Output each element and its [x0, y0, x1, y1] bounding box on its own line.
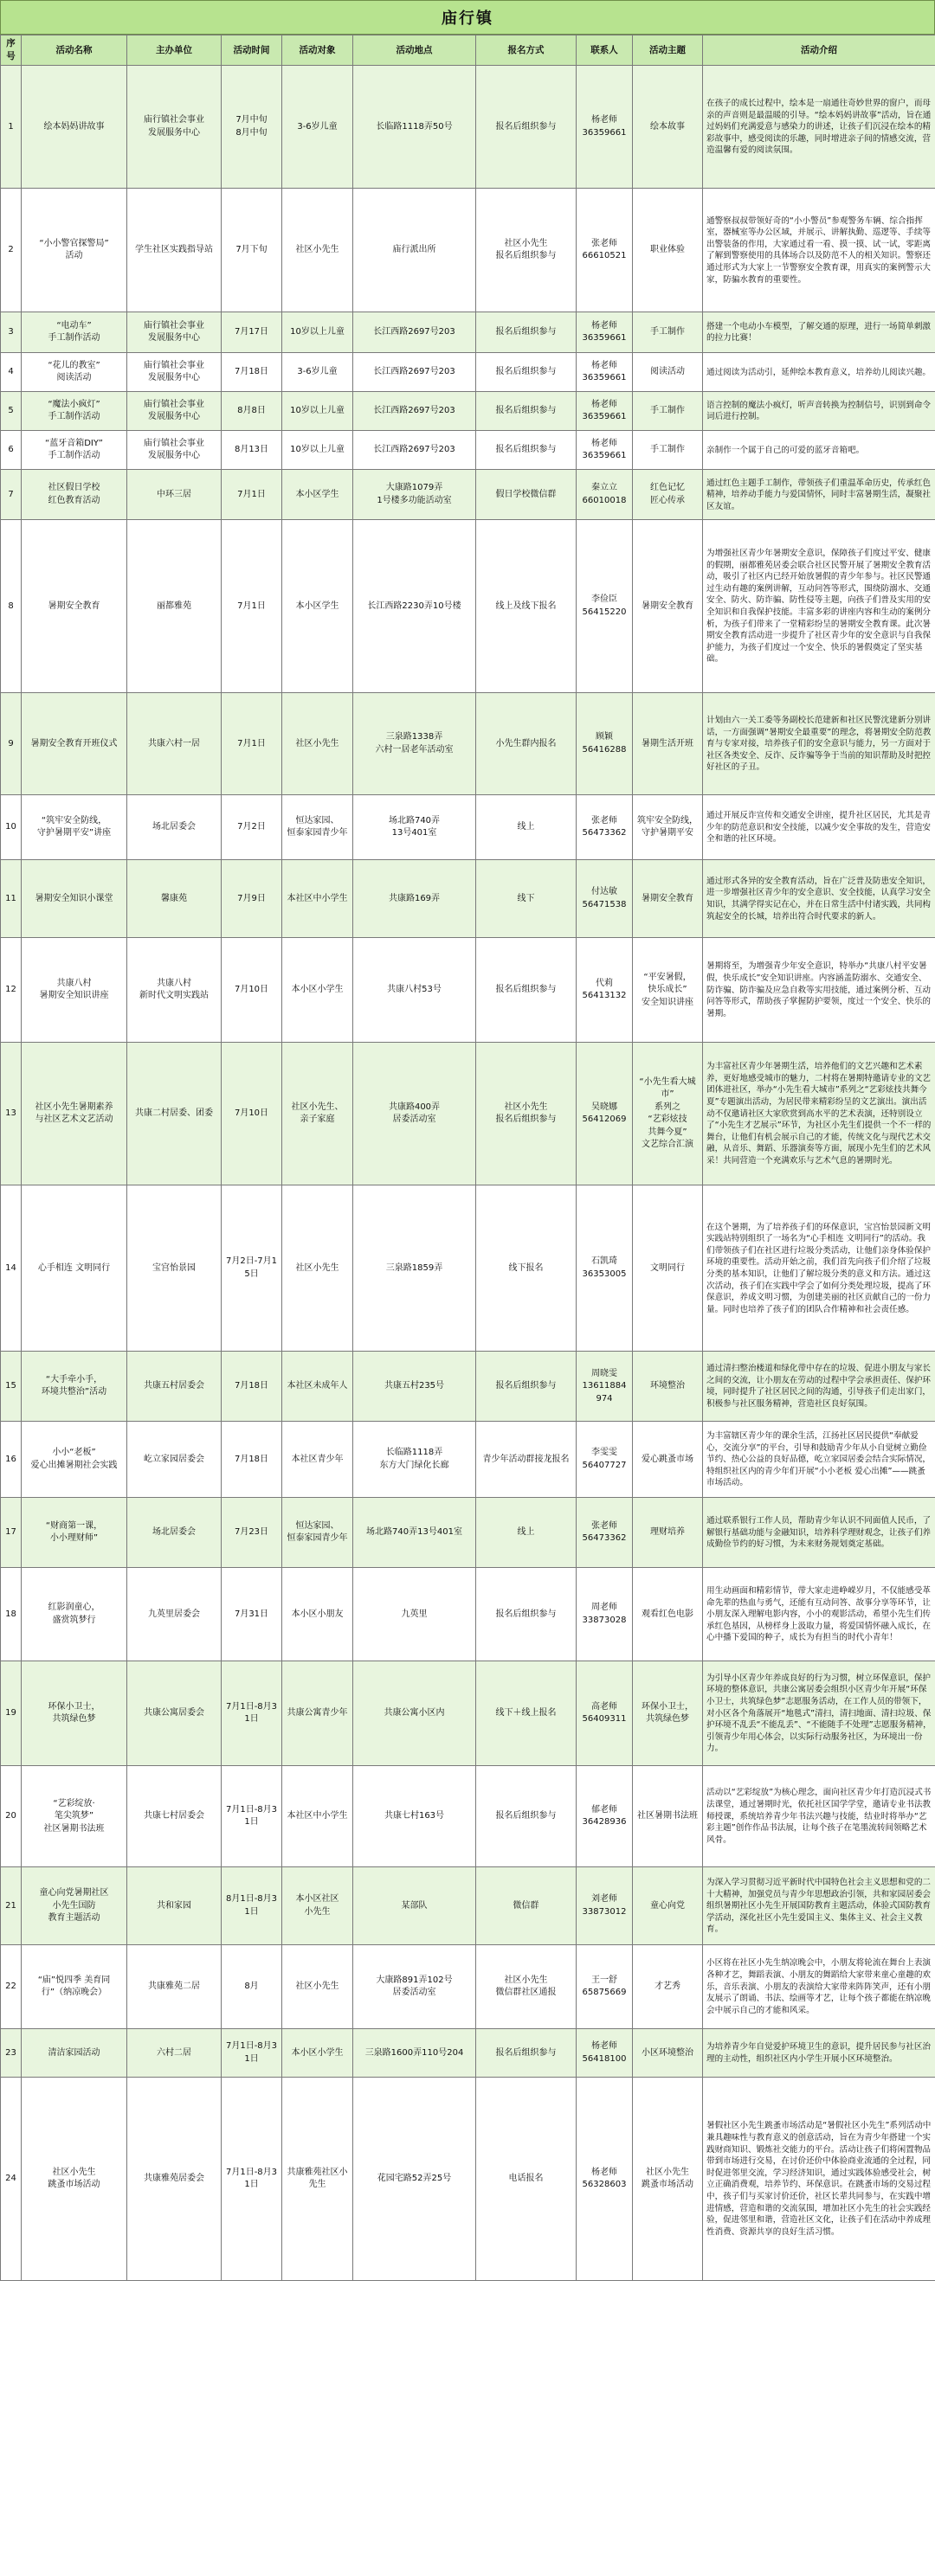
cell-org: 宝宫怡景园 [127, 1185, 222, 1352]
cell-signup: 报名后组织参与 [476, 312, 577, 353]
cell-intro: 计划由六一关工委等务副校长范建新和社区民警沈建新分别讲话，一方面强调“暑期安全最重要”的理念，将暑期安全防范教育与专家对接，培养孩子们的安全意识与能力，另一方面对于社区各类安全、反诈、反诈骗等争于当前的知识帮助及时把控好社区的子丑。 [703, 693, 935, 795]
cell-theme: 环境整治 [633, 1352, 703, 1422]
cell-name: “庙”悦四季 美育同 行”（纳凉晚会） [22, 1945, 127, 2029]
cell-time: 7月10日 [222, 938, 282, 1043]
cell-place: 三泉路1600弄110号204 [353, 2029, 476, 2078]
cell-name: 童心向党暑期社区 小先生国防 教育主题活动 [22, 1867, 127, 1945]
cell-place: 九英里 [353, 1568, 476, 1661]
cell-theme: “平安暑假， 快乐成长” 安全知识讲座 [633, 938, 703, 1043]
cell-time: 7月2日 [222, 795, 282, 860]
table-row [1, 860, 935, 938]
cell-signup: 电话报名 [476, 2078, 577, 2281]
cell-theme: 理财培养 [633, 1498, 703, 1568]
cell-intro: 在孩子的成长过程中，绘本是一扇通往奇妙世界的窗户，而母亲的声音则是最温暖的引导。“绘本妈妈讲故事”活动，旨在通过妈妈们充满爱意与感染力的讲述，让孩子们沉浸在绘本的精彩故事中，感受阅读的乐趣，同时增进亲子间的情感交流，营造温馨有爱的阅读氛围。 [703, 66, 935, 189]
table-row [1, 1352, 935, 1422]
cell-name: 社区小先生 跳蚤市场活动 [22, 2078, 127, 2281]
cell-name: “大手牵小手， 环境共整治”活动 [22, 1352, 127, 1422]
cell-time: 7月1日-8月31日 [222, 1661, 282, 1766]
cell-place: 大康路891弄102号 居委活动室 [353, 1945, 476, 2029]
cell-no: 2 [1, 189, 22, 312]
cell-org: 共和家园 [127, 1867, 222, 1945]
cell-org: 庙行镇社会事业 发展服务中心 [127, 312, 222, 353]
cell-time: 7月23日 [222, 1498, 282, 1568]
cell-name: 小小“老板” 爱心出摊暑期社会实践 [22, 1422, 127, 1498]
cell-signup: 微信群 [476, 1867, 577, 1945]
cell-place: 长江西路2697号203 [353, 312, 476, 353]
cell-intro: 暑假社区小先生跳蚤市场活动是“暑假社区小先生”系列活动中兼具趣味性与教育意义的创意活动，旨在为青少年搭建一个实践财商知识、锻炼社交能力的平台。活动让孩子们将闲置物品带到市场进行交易，在讨价还价中体验商业流通的全过程，同时促进邻里交流，学习经济知识，通过实践体验感受社会，树立正确消费观，培养节约、环保意识。在跳蚤市场的交易过程中，孩子们与买家讨价还价，社区长辈共同参与，在实践中增进情感，营造和谐的交流氛围，增加社区小先生的社会实践经验，促进邻里和谐，营造社区文化，让孩子们在活动中养成理性消费、资源共享的良好生活习惯。 [703, 2078, 935, 2281]
cell-org: 馨康苑 [127, 860, 222, 938]
table-row [1, 312, 935, 353]
cell-time: 7月18日 [222, 353, 282, 392]
cell-signup: 社区小先生 报名后组织参与 [476, 189, 577, 312]
cell-no: 21 [1, 1867, 22, 1945]
header-name: 活动名称 [22, 35, 127, 66]
cell-signup: 报名后组织参与 [476, 431, 577, 470]
cell-contact: 杨老师 36359661 [577, 312, 633, 353]
cell-org: 共康公寓居委会 [127, 1661, 222, 1766]
cell-name: “筑牢安全防线， 守护暑期平安”讲座 [22, 795, 127, 860]
cell-time: 7月31日 [222, 1568, 282, 1661]
cell-name: 社区小先生暑期素养 与社区艺术文艺活动 [22, 1043, 127, 1185]
cell-place: 长江西路2697号203 [353, 431, 476, 470]
cell-contact: 杨老师 36359661 [577, 353, 633, 392]
cell-contact: 杨老师 36359661 [577, 431, 633, 470]
cell-org: 共康六村一居 [127, 693, 222, 795]
cell-signup: 报名后组织参与 [476, 66, 577, 189]
cell-no: 15 [1, 1352, 22, 1422]
cell-theme: 文明同行 [633, 1185, 703, 1352]
cell-place: 某部队 [353, 1867, 476, 1945]
cell-name: 暑期安全教育 [22, 520, 127, 693]
header-signup: 报名方式 [476, 35, 577, 66]
cell-time: 8月8日 [222, 392, 282, 431]
cell-target: 本小区学生 [282, 470, 353, 520]
cell-contact: 张老师 56473362 [577, 795, 633, 860]
table-header-row [1, 35, 935, 66]
cell-theme: 小区环境整治 [633, 2029, 703, 2078]
cell-target: 共康公寓青少年 [282, 1661, 353, 1766]
cell-org: 庙行镇社会事业 发展服务中心 [127, 392, 222, 431]
cell-contact: 李雯雯 56407727 [577, 1422, 633, 1498]
cell-contact: 杨老师 56328603 [577, 2078, 633, 2281]
cell-signup: 线上 [476, 1498, 577, 1568]
cell-theme: 暑期安全教育 [633, 520, 703, 693]
cell-place: 场北路740弄 13号401室 [353, 795, 476, 860]
cell-theme: 社区小先生 跳蚤市场活动 [633, 2078, 703, 2281]
cell-signup: 线下报名 [476, 1185, 577, 1352]
cell-place: 共康路400弄 居委活动室 [353, 1043, 476, 1185]
table-row [1, 1498, 935, 1568]
cell-no: 23 [1, 2029, 22, 2078]
table-row [1, 520, 935, 693]
cell-target: 3-6岁儿童 [282, 66, 353, 189]
cell-target: 本小区社区 小先生 [282, 1867, 353, 1945]
cell-place: 庙行派出所 [353, 189, 476, 312]
cell-theme: 童心向党 [633, 1867, 703, 1945]
cell-target: 恒达家园、 恒泰家园青少年 [282, 795, 353, 860]
cell-theme: 社区暑期书法班 [633, 1766, 703, 1867]
table-body [1, 66, 935, 2281]
cell-name: “蓝牙音箱DIY” 手工制作活动 [22, 431, 127, 470]
cell-contact: 顾颖 56416288 [577, 693, 633, 795]
table-row [1, 938, 935, 1043]
cell-time: 7月下旬 [222, 189, 282, 312]
cell-org: 庙行镇社会事业 发展服务中心 [127, 66, 222, 189]
cell-time: 7月17日 [222, 312, 282, 353]
cell-no: 3 [1, 312, 22, 353]
cell-org: 学生社区实践指导站 [127, 189, 222, 312]
cell-no: 10 [1, 795, 22, 860]
cell-theme: 阅读活动 [633, 353, 703, 392]
cell-time: 7月1日-8月31日 [222, 2078, 282, 2281]
table-row [1, 66, 935, 189]
cell-org: 屹立家园居委会 [127, 1422, 222, 1498]
cell-place: 共康八村53号 [353, 938, 476, 1043]
cell-place: 三泉路1859弄 [353, 1185, 476, 1352]
table-row [1, 1945, 935, 2029]
cell-no: 20 [1, 1766, 22, 1867]
cell-target: 社区小先生 [282, 189, 353, 312]
cell-signup: 报名后组织参与 [476, 1766, 577, 1867]
header-time: 活动时间 [222, 35, 282, 66]
header-place: 活动地点 [353, 35, 476, 66]
cell-place: 三泉路1338弄 六村一居老年活动室 [353, 693, 476, 795]
cell-intro: 搭建一个电动小车模型，了解交通的原理，进行一场简单刺激的拉力比赛！ [703, 312, 935, 353]
cell-intro: 为培养青少年自觉爱护环境卫生的意识，提升居民参与社区治理的主动性，组织社区内小学生开展小区环境整治。 [703, 2029, 935, 2078]
cell-target: 共康雅苑社区小 先生 [282, 2078, 353, 2281]
cell-theme: 才艺秀 [633, 1945, 703, 2029]
cell-contact: 李俭臣 56415220 [577, 520, 633, 693]
cell-place: 长江西路2697号203 [353, 353, 476, 392]
cell-theme: 筑牢安全防线， 守护暑期平安 [633, 795, 703, 860]
cell-org: 共康七村居委会 [127, 1766, 222, 1867]
cell-theme: 爱心跳蚤市场 [633, 1422, 703, 1498]
cell-signup: 青少年活动群接龙报名 [476, 1422, 577, 1498]
cell-place: 长江西路2697号203 [353, 392, 476, 431]
cell-signup: 线下 [476, 860, 577, 938]
cell-signup: 社区小先生 微信群社区通报 [476, 1945, 577, 2029]
cell-theme: 职业体验 [633, 189, 703, 312]
cell-name: “电动车” 手工制作活动 [22, 312, 127, 353]
cell-intro: 为深入学习贯彻习近平新时代中国特色社会主义思想和党的二十大精神，加强党员与青少年思想政治引领，共和家园居委会组织暑期社区小先生开展国防教育主题活动，体验式国防教育学活动，深化社区小先生爱国主义、集体主义、社会主义教育。 [703, 1867, 935, 1945]
cell-target: 10岁以上儿童 [282, 392, 353, 431]
table-row [1, 1185, 935, 1352]
cell-contact: 杨老师 36359661 [577, 66, 633, 189]
cell-place: 共康五村235号 [353, 1352, 476, 1422]
cell-time: 7月18日 [222, 1422, 282, 1498]
cell-name: “财商第一课， 小小理财师” [22, 1498, 127, 1568]
cell-place: 花园宅路52弄25号 [353, 2078, 476, 2281]
cell-name: 暑期安全知识小课堂 [22, 860, 127, 938]
table-row [1, 353, 935, 392]
cell-target: 本小区小朋友 [282, 1568, 353, 1661]
cell-intro: 通警察叔叔带领好奇的“小小警员”参观警务车辆、综合指挥室，器械室等办公区域，并展示、讲解执勤、巡逻等、手续等出警装备的作用，大家通过看一看、摸一摸、试一试，零距离了解到警察使用的具体场合以及防范不人的相关知识。警察还通过形式为大家上一节警察安全教育课，用真实的案例警示大家，防骗水教育的重要性。 [703, 189, 935, 312]
cell-name: 绘本妈妈讲故事 [22, 66, 127, 189]
cell-target: 本社区中小学生 [282, 1766, 353, 1867]
cell-intro: 为丰富辖区青少年的课余生活，江扬社区居民提供“奉献爱心，交流分享”的平台，引导和鼓励青少年从小自觉树立勤俭节约、热心公益的良好品德，屹立家园居委会结合实际情况，特组织社区内的青少年们开展“小小老板 爱心出摊”——跳蚤市场活动。 [703, 1422, 935, 1498]
cell-intro: 为丰富社区青少年暑期生活，培养他们的文艺兴趣和艺术素养，更好地感受城市的魅力，二村将在暑期特邀请专业的文艺团体进社区，举办“小先生看大城市”系列之“艺彩炫技共舞今夏”专题演出活动，为居民带来精彩纷呈的文艺演出。演出活动不仅邀请社区大家欣赏到高水平的艺术表演，还特别设立了“小先生才艺展示”环节，为社区小先生们提供一个不一样的舞台，让他们有机会展示自己的才能，传统文化与现代艺术交融，从音乐、舞蹈、乐器演奏等方面，展现小先生们的艺术风采！共同营造一个充满欢乐与艺术气息的暑期时光。 [703, 1043, 935, 1185]
cell-intro: 小区将在社区小先生纳凉晚会中，小朋友将轮流在舞台上表演各种才艺，舞蹈表演、小朋友的舞蹈给大家带来童心童趣的欢乐，音乐表演、小朋友的表演给大家带来阵阵笑声，还有小朋友展示了朗诵、书法、绘画等才艺，让每个孩子都能在纳凉晚会中展示自己的才能和风采。 [703, 1945, 935, 2029]
cell-no: 4 [1, 353, 22, 392]
cell-no: 11 [1, 860, 22, 938]
cell-signup: 小先生群内报名 [476, 693, 577, 795]
cell-contact: 周晓雯 13611884974 [577, 1352, 633, 1422]
table-row [1, 1661, 935, 1766]
cell-no: 22 [1, 1945, 22, 2029]
header-org: 主办单位 [127, 35, 222, 66]
cell-theme: 环保小卫士， 共筑绿色梦 [633, 1661, 703, 1766]
cell-target: 10岁以上儿童 [282, 431, 353, 470]
cell-org: 场北居委会 [127, 1498, 222, 1568]
cell-intro: 通过开展反诈宣传和交通安全讲座，提升社区居民，尤其是青少年的防范意识和安全技能，以减少安全事故的发生，营造安全和谐的社区环境。 [703, 795, 935, 860]
cell-theme: 手工制作 [633, 312, 703, 353]
cell-target: 社区小先生 [282, 1945, 353, 2029]
cell-no: 13 [1, 1043, 22, 1185]
cell-org: 场北居委会 [127, 795, 222, 860]
cell-no: 24 [1, 2078, 22, 2281]
cell-org: 九英里居委会 [127, 1568, 222, 1661]
cell-signup: 报名后组织参与 [476, 1352, 577, 1422]
cell-no: 14 [1, 1185, 22, 1352]
cell-target: 本小区小学生 [282, 2029, 353, 2078]
cell-contact: 付达敏 56471538 [577, 860, 633, 938]
cell-signup: 报名后组织参与 [476, 1568, 577, 1661]
cell-no: 9 [1, 693, 22, 795]
cell-target: 社区小先生 [282, 1185, 353, 1352]
cell-contact: 王一舒 65875669 [577, 1945, 633, 2029]
cell-theme: 红色记忆 匠心传承 [633, 470, 703, 520]
cell-theme: 暑期安全教育 [633, 860, 703, 938]
table-row [1, 189, 935, 312]
cell-intro: 语言控制的魔法小疯灯，听声音转换为控制信号，识别到命令词后进行控制。 [703, 392, 935, 431]
cell-target: 本小区学生 [282, 520, 353, 693]
table-row [1, 1568, 935, 1661]
cell-no: 1 [1, 66, 22, 189]
cell-place: 大康路1079弄 1号楼多功能活动室 [353, 470, 476, 520]
cell-target: 3-6岁儿童 [282, 353, 353, 392]
table-row [1, 795, 935, 860]
cell-name: 心手相连 文明同行 [22, 1185, 127, 1352]
header-no: 序号 [1, 35, 22, 66]
cell-place: 共康七村163号 [353, 1766, 476, 1867]
cell-signup: 线下＋线上报名 [476, 1661, 577, 1766]
cell-contact: 张老师 66610521 [577, 189, 633, 312]
cell-time: 7月10日 [222, 1043, 282, 1185]
cell-contact: 郁老师 36428936 [577, 1766, 633, 1867]
cell-place: 长临路1118弄50号 [353, 66, 476, 189]
cell-time: 7月18日 [222, 1352, 282, 1422]
cell-theme: 手工制作 [633, 392, 703, 431]
table-row [1, 1043, 935, 1185]
cell-name: “花儿的教室” 阅读活动 [22, 353, 127, 392]
cell-intro: 通过红色主题手工制作，带领孩子们重温革命历史，传承红色精神，培养动手能力与爱国情怀，同时丰富暑期生活，凝聚社区友谊。 [703, 470, 935, 520]
cell-target: 本小区小学生 [282, 938, 353, 1043]
cell-no: 18 [1, 1568, 22, 1661]
cell-place: 长江西路2230弄10号楼 [353, 520, 476, 693]
cell-time: 7月1日-8月31日 [222, 1766, 282, 1867]
cell-no: 7 [1, 470, 22, 520]
cell-target: 本社区青少年 [282, 1422, 353, 1498]
cell-signup: 线上 [476, 795, 577, 860]
cell-no: 6 [1, 431, 22, 470]
cell-name: 社区假日学校 红色教育活动 [22, 470, 127, 520]
cell-time: 7月9日 [222, 860, 282, 938]
header-intro: 活动介绍 [703, 35, 935, 66]
cell-time: 7月中旬 8月中旬 [222, 66, 282, 189]
cell-contact: 张老师 56473362 [577, 1498, 633, 1568]
table-row [1, 693, 935, 795]
cell-time: 7月1日 [222, 693, 282, 795]
cell-signup: 假日学校微信群 [476, 470, 577, 520]
cell-target: 10岁以上儿童 [282, 312, 353, 353]
cell-name: 环保小卫士， 共筑绿色梦 [22, 1661, 127, 1766]
activities-table [0, 35, 935, 2281]
cell-intro: 为增强社区青少年暑期安全意识，保障孩子们度过平安、健康的假期，丽都雅苑居委会联合社区民警开展了暑期安全教育活动，吸引了社区内已经开始放暑假的青少年参与。社区民警通过生动有趣的案例讲解，互动问答等形式，围绕防溺水、交通安全、防火、防诈骗、防性侵等主题，向孩子们普及实用的安全知识和自我保护技能。丰富多彩的讲座内容和生动的案例分析，为孩子们带来了一堂精彩纷呈的暑期安全教育课。此次暑期安全教育活动进一步提升了社区青少年的安全意识与自我保护能力，为孩子们度过一个安全、快乐的暑假奠定了坚实基础。 [703, 520, 935, 693]
cell-theme: 绘本故事 [633, 66, 703, 189]
cell-intro: 通过阅读为活动引，延伸绘本教育意义，培养幼儿阅读兴趣。 [703, 353, 935, 392]
cell-intro: 用生动画面和精彩情节，带大家走进峥嵘岁月，不仅能感受革命先辈的热血与勇气，还能有互动问答、故事分享等环节，让小朋友深入理解电影内容，小小的观影活动，希望小先生们传承红色基因，从榜样身上汲取力量，将爱国情怀融入成长，在心中播下爱国的种子，成长为有担当的时代小青年！ [703, 1568, 935, 1661]
cell-place: 长临路1118弄 东方大门绿化长廊 [353, 1422, 476, 1498]
table-row [1, 1766, 935, 1867]
table-row [1, 2078, 935, 2281]
cell-time: 8月 [222, 1945, 282, 2029]
cell-org: 共康二村居委、团委 [127, 1043, 222, 1185]
cell-org: 中环三居 [127, 470, 222, 520]
cell-theme: 暑期生活开班 [633, 693, 703, 795]
header-contact: 联系人 [577, 35, 633, 66]
cell-intro: 为引导小区青少年养成良好的行为习惯，树立环保意识，保护环境的整体意识，共康公寓居委会组织小区青少年开展“环保小卫士，共筑绿色梦”志愿服务活动，在工作人员的带领下，对小区各个角落展开“地毯式”清扫，清扫地面、清扫垃圾、保护环境不乱丢“不能乱丢”、“不能随手不处理”志愿服务精神，引领青少年用心体会，以实际行动服务社区，为环境出一份力。 [703, 1661, 935, 1766]
table-row [1, 470, 935, 520]
cell-org: 共康雅苑二居 [127, 1945, 222, 2029]
cell-time: 7月1日 [222, 520, 282, 693]
cell-signup: 报名后组织参与 [476, 392, 577, 431]
cell-org: 共康八村 新时代文明实践站 [127, 938, 222, 1043]
cell-intro: 亲制作一个属于自己的可爱的蓝牙音箱吧。 [703, 431, 935, 470]
cell-target: 社区小先生、 亲子家庭 [282, 1043, 353, 1185]
cell-no: 19 [1, 1661, 22, 1766]
cell-contact: 刘老师 33873012 [577, 1867, 633, 1945]
cell-name: 清洁家园活动 [22, 2029, 127, 2078]
table-row [1, 392, 935, 431]
cell-theme: 手工制作 [633, 431, 703, 470]
cell-signup: 报名后组织参与 [476, 2029, 577, 2078]
cell-contact: 杨老师 36359661 [577, 392, 633, 431]
cell-name: 暑期安全教育开班仪式 [22, 693, 127, 795]
cell-org: 共康雅苑居委会 [127, 2078, 222, 2281]
cell-time: 8月1日-8月31日 [222, 1867, 282, 1945]
cell-time: 8月13日 [222, 431, 282, 470]
cell-intro: 在这个暑期，为了培养孩子们的环保意识，宝宫怡景园新文明实践站特别组织了一场名为“心手相连 文明同行”的活动。我们带领孩子们在社区进行垃圾分类活动，让他们亲身体验保护环境的重要性。活动开始之前，我们首先向孩子们介绍了垃圾分类的基本知识，让他们了解垃圾分类的意义和方法。通过这次活动，孩子们在实践中学会了如何分类处理垃圾，提高了环保意识，养成文明习惯，为创建美丽的社区贡献自己的一份力量。同时也培养了孩子们的团队合作精神和社会责任感。 [703, 1185, 935, 1352]
cell-intro: 暑期将至，为增强青少年安全意识，特举办“共康八村平安暑假，快乐成长”安全知识讲座。内容涵盖防溺水、交通安全、防诈骗、防诈骗及应急自救等实用技能，通过案例分析、互动问答等形式，帮助孩子掌握防护要领，度过一个安全、快乐的暑期。 [703, 938, 935, 1043]
cell-intro: 通过形式各异的安全教育活动，旨在广泛普及防患安全知识，进一步增强社区青少年的安全意识、安全技能，认真学习安全知识，其满学得实记在心，并在日常生活中付诸实践，共同构筑起安全的长城，培养出符合时代要求的新人。 [703, 860, 935, 938]
cell-org: 庙行镇社会事业 发展服务中心 [127, 431, 222, 470]
cell-org: 丽都雅苑 [127, 520, 222, 693]
cell-org: 庙行镇社会事业 发展服务中心 [127, 353, 222, 392]
cell-contact: 代莉 56413132 [577, 938, 633, 1043]
table-row [1, 1422, 935, 1498]
cell-theme: 观看红色电影 [633, 1568, 703, 1661]
cell-contact: 石凯琦 36353005 [577, 1185, 633, 1352]
cell-place: 共康路169弄 [353, 860, 476, 938]
cell-name: 共康八村 暑期安全知识讲座 [22, 938, 127, 1043]
cell-signup: 线上及线下报名 [476, 520, 577, 693]
cell-contact: 高老师 56409311 [577, 1661, 633, 1766]
cell-target: 本社区中小学生 [282, 860, 353, 938]
cell-theme: “小先生看大城市” 系列之 “艺彩炫技 共舞今夏” 文艺综合汇演 [633, 1043, 703, 1185]
cell-place: 场北路740弄13号401室 [353, 1498, 476, 1568]
cell-name: “小小警官探警局” 活动 [22, 189, 127, 312]
cell-org: 共康五村居委会 [127, 1352, 222, 1422]
cell-intro: 活动以“艺彩绽放”为核心理念，面向社区青少年打造沉浸式书法课堂，通过暑期时光，依托社区国学学堂，邀请专业书法教师授课，系统培养青少年书法兴趣与技能，结业时将举办“艺彩主题”创作作品书法展，让每个孩子在笔墨流转间领略艺术风骨。 [703, 1766, 935, 1867]
cell-time: 7月1日-8月31日 [222, 2029, 282, 2078]
header-target: 活动对象 [282, 35, 353, 66]
header-theme: 活动主题 [633, 35, 703, 66]
cell-org: 六村二居 [127, 2029, 222, 2078]
cell-contact: 杨老师 56418100 [577, 2029, 633, 2078]
cell-target: 恒达家园、 恒泰家园青少年 [282, 1498, 353, 1568]
cell-target: 本社区未成年人 [282, 1352, 353, 1422]
cell-contact: 秦立立 66010018 [577, 470, 633, 520]
table-row [1, 431, 935, 470]
cell-name: 红影润童心， 盛赏筑梦行 [22, 1568, 127, 1661]
cell-no: 16 [1, 1422, 22, 1498]
cell-signup: 报名后组织参与 [476, 938, 577, 1043]
table-row [1, 1867, 935, 1945]
table-row [1, 2029, 935, 2078]
cell-intro: 通过联系银行工作人员，帮助青少年认识不同面值人民币，了解银行基础功能与金融知识，培养科学理财观念，让孩子们养成勤俭节约的好习惯，为未来财务规划奠定基础。 [703, 1498, 935, 1568]
cell-contact: 吴晓娜 56412069 [577, 1043, 633, 1185]
cell-signup: 社区小先生 报名后组织参与 [476, 1043, 577, 1185]
cell-name: “魔法小疯灯” 手工制作活动 [22, 392, 127, 431]
cell-no: 8 [1, 520, 22, 693]
cell-place: 共康公寓小区内 [353, 1661, 476, 1766]
cell-target: 社区小先生 [282, 693, 353, 795]
cell-time: 7月2日-7月15日 [222, 1185, 282, 1352]
cell-intro: 通过清扫整治楼道和绿化带中存在的垃圾、促进小朋友与家长之间的交流，让小朋友在劳动的过程中学会承担责任、保护环境，同时提升了社区居民之间的沟通，引导孩子们走出家门，积极参与社区服务精神，营造社区良好氛围。 [703, 1352, 935, 1422]
cell-name: “艺彩绽放· 笔尖筑梦” 社区暑期书法班 [22, 1766, 127, 1867]
page-title: 庙行镇 [0, 0, 935, 35]
cell-no: 17 [1, 1498, 22, 1568]
cell-signup: 报名后组织参与 [476, 353, 577, 392]
cell-contact: 周老师 33873028 [577, 1568, 633, 1661]
cell-no: 5 [1, 392, 22, 431]
cell-time: 7月1日 [222, 470, 282, 520]
cell-no: 12 [1, 938, 22, 1043]
